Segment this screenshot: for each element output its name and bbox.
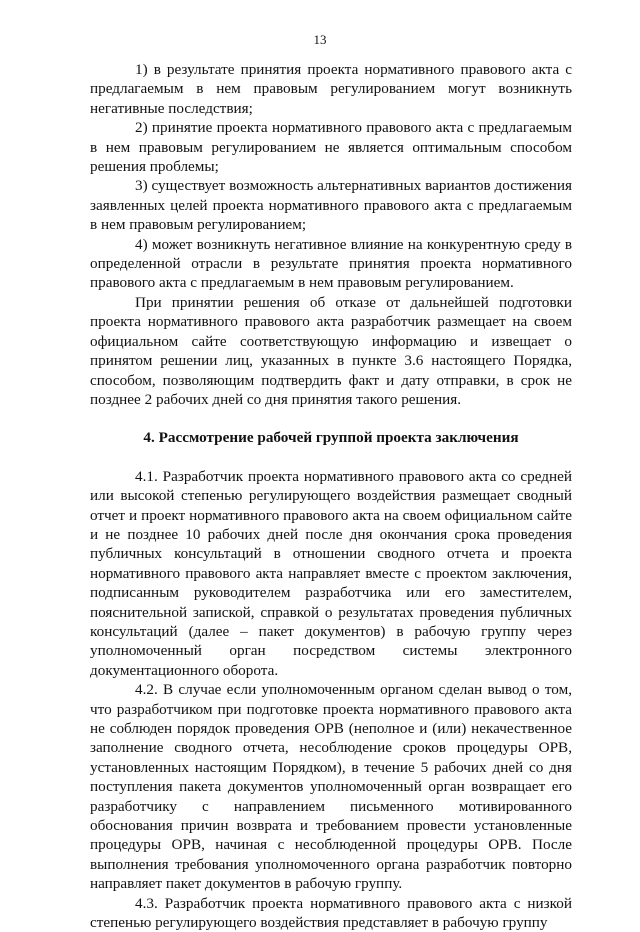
paragraph-item-4: 4) может возникнуть негативное влияние на конкурентную среду в определенной отрасли в результате принятия проекта нормативного правового акта с предлагаемым в нем правовым регулированием. [90,235,572,292]
paragraph-item-2: 2) принятие проекта нормативного правового акта с предлагаемым в нем правовым регулированием не является оптимальным способом решения проблемы; [90,119,572,176]
page-number: 13 [313,32,327,47]
document-body [90,60,572,932]
paragraph-item-3: 3) существует возможность альтернативных вариантов достижения заявленных целей проекта нормативного правового акта с предлагаемым в нем правовым регулированием; [90,177,572,234]
paragraph-4-1: 4.1. Разработчик проекта нормативного правового акта со средней или высокой степенью регулирующего воздействия размещает сводный отчет и проект нормативного правового акта на своем официальном сайте и не позднее 10 рабочих дней после дня окончания срока проведения публичных консультаций в отношении сводного отчета и проекта нормативного правового акта направляет вместе с проектом заключения, подписанным руководителем разработчика или его заместителем, пояснительной запиской, справкой о результатах проведения публичных консультаций (далее – пакет документов) в рабочую группу через уполномоченный орган посредством системы электронного документационного оборота. [90,467,572,679]
paragraph-4-3: 4.3. Разработчик проекта нормативного правового акта с низкой степенью регулирующего воздействия представляет в рабочую группу [90,894,572,932]
section-heading: 4. Рассмотрение рабочей группой проекта заключения [143,429,519,447]
paragraph-item-1: 1) в результате принятия проекта нормативного правового акта с предлагаемым в нем правовым регулированием могут возникнуть негативные последствия; [90,61,572,117]
paragraph-refusal-decision: При принятии решения об отказе от дальнейшей подготовки проекта нормативного правового акта разработчик размещает на своем официальном сайте соответствующую информацию и извещает о принятом решении лиц, указанных в пункте 3.6 настоящего Порядка, способом, позволяющим подтвердить факт и дату отправки, в срок не позднее 2 рабочих дней со дня принятия такого решения. [90,293,572,408]
paragraph-4-2: 4.2. В случае если уполномоченным органом сделан вывод о том, что разработчиком при подготовке проекта нормативного правового акта не соблюден порядок проведения ОРВ (неполное и (или) некачественное заполнение сводного отчета, несоблюдение сроков процедуры ОРВ, установленных настоящим Порядком), в течение 5 рабочих дней со дня поступления пакета документов уполномоченный орган возвращает его разработчику с направлением письменного мотивированного обоснования причин возврата и требованием провести установленные процедуры ОРВ, начиная с несоблюденной процедуры ОРВ. После выполнения требования уполномоченного органа разработчик повторно направляет пакет документов в рабочую группу. [90,681,572,893]
